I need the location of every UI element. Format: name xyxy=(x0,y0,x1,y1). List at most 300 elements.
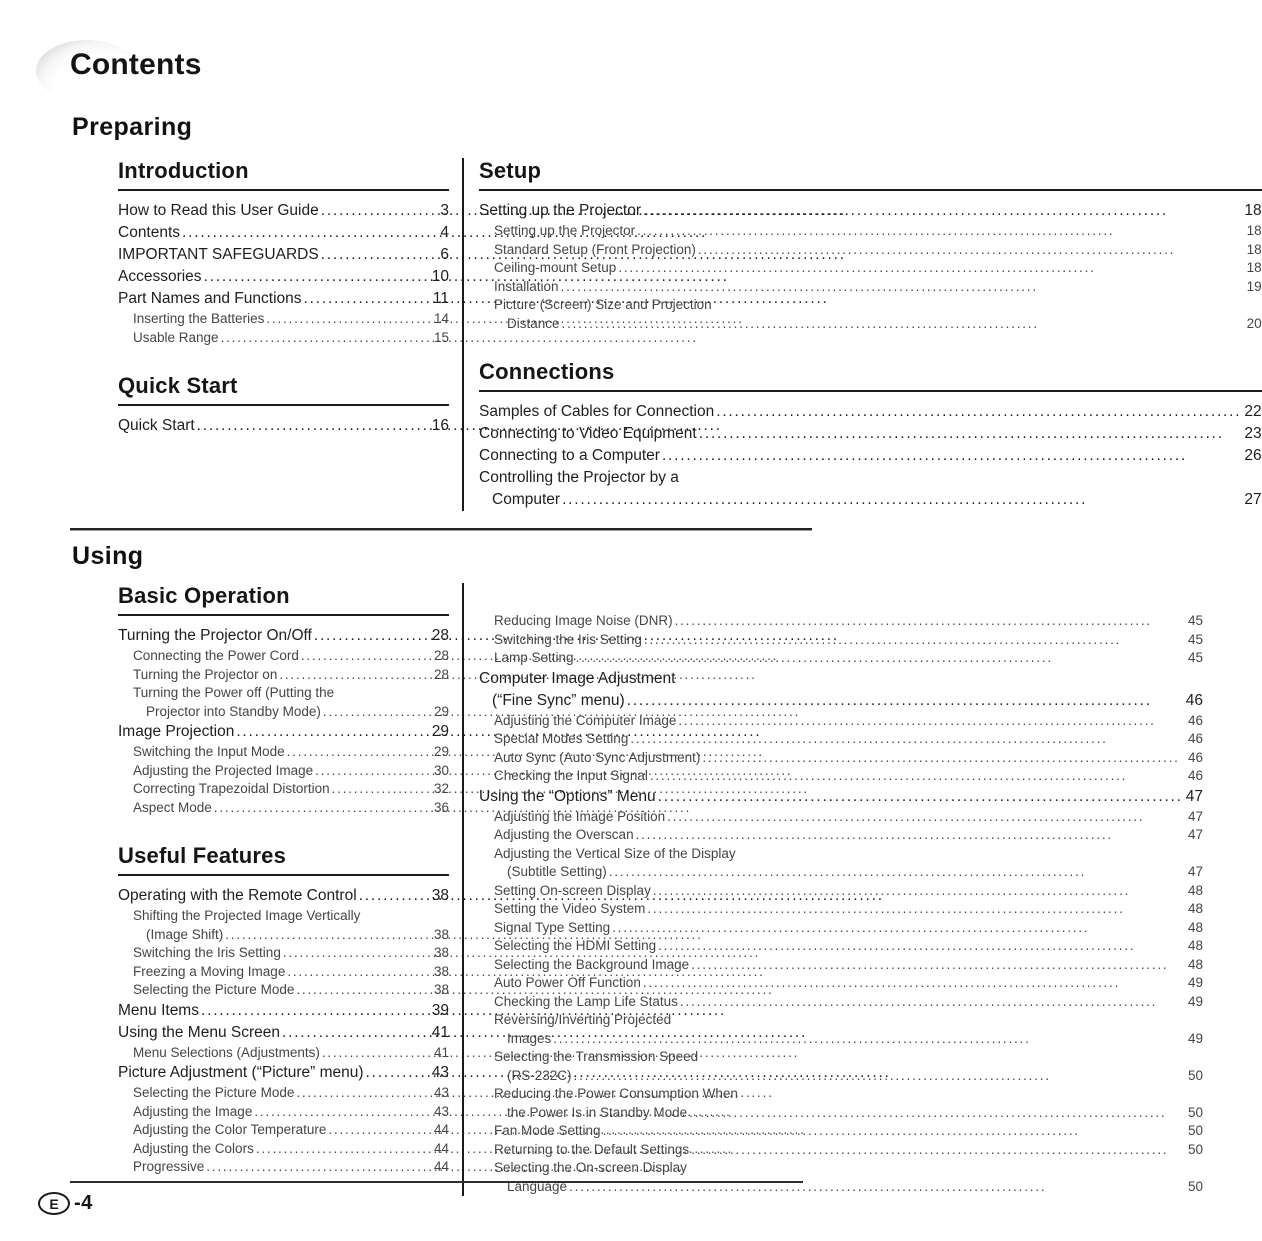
page-number: 29 xyxy=(433,703,449,719)
entry-text: Computer xyxy=(492,491,561,508)
toc-entry-line xyxy=(133,799,449,818)
toc-entry xyxy=(118,1062,449,1084)
entry-text: Connecting to Video Equipment xyxy=(479,425,697,442)
toc-entry-line xyxy=(494,937,1203,956)
dot-leader xyxy=(612,919,1185,938)
page-number: 50 xyxy=(1187,1123,1204,1138)
toc-entry xyxy=(133,1084,449,1103)
entry-text: (Subtitle Setting) xyxy=(507,864,607,879)
toc-entry xyxy=(494,612,1203,631)
dot-leader xyxy=(214,799,431,818)
dot-leader xyxy=(691,1141,1185,1160)
page-number: 44 xyxy=(433,1140,449,1156)
page-number: 38 xyxy=(433,982,449,997)
toc-entry xyxy=(133,907,449,944)
page-number: 38 xyxy=(433,926,449,942)
toc-entry-line xyxy=(479,690,1203,712)
toc-entry-line xyxy=(133,647,449,666)
dot-leader xyxy=(282,1022,429,1044)
entry-text: Ceiling-mount Setup xyxy=(494,260,617,275)
dot-leader xyxy=(667,808,1185,827)
dot-leader xyxy=(328,1121,431,1140)
toc-entry xyxy=(133,1044,449,1063)
entry-text: Projector into Standby Mode) xyxy=(146,703,321,719)
toc-entry-line xyxy=(494,649,1203,668)
entry-text: Switching the Iris Setting xyxy=(494,631,642,647)
dot-leader xyxy=(204,266,429,288)
toc-entry-line xyxy=(133,981,449,1000)
toc-entry-line xyxy=(479,423,1262,445)
toc-entry xyxy=(118,625,449,647)
page-number: 46 xyxy=(1187,712,1204,728)
toc-entry xyxy=(494,1141,1203,1160)
toc-entry xyxy=(118,1022,449,1044)
toc-entry xyxy=(494,767,1203,786)
toc-column xyxy=(72,158,462,511)
page-number: 30 xyxy=(433,762,449,778)
toc-entry-line xyxy=(494,993,1203,1012)
page-number: 38 xyxy=(433,963,449,979)
toc-entry xyxy=(494,222,1262,241)
entry-text: Freezing a Moving Image xyxy=(133,963,286,979)
page-number: 38 xyxy=(431,887,449,904)
toc-entry-line: Selecting the On-screen Display xyxy=(494,1160,687,1175)
toc-entry xyxy=(133,310,449,329)
toc-column xyxy=(462,158,1262,511)
dot-leader xyxy=(603,1122,1185,1141)
toc-entry-line xyxy=(118,625,449,647)
toc-entry xyxy=(133,1121,449,1140)
dot-leader xyxy=(296,981,431,1000)
toc-entry-line xyxy=(479,489,1262,511)
toc-entry xyxy=(494,1048,1203,1085)
toc-entry-line xyxy=(494,956,1203,975)
dot-leader xyxy=(643,974,1185,993)
toc-entry-line xyxy=(494,730,1203,749)
dot-leader xyxy=(201,1000,429,1022)
page-number: 47 xyxy=(1187,808,1204,824)
dot-leader xyxy=(637,222,1244,241)
toc-section-setup xyxy=(479,158,1262,333)
page-number: 10 xyxy=(431,268,449,285)
page-number: 32 xyxy=(433,781,449,796)
page-number: 46 xyxy=(1185,691,1204,709)
section-title: Basic Operation xyxy=(118,583,449,616)
dot-leader xyxy=(283,944,431,963)
toc-entry-line xyxy=(118,885,449,907)
toc-entry-line xyxy=(494,241,1262,260)
dot-leader xyxy=(366,1062,429,1084)
toc-entry xyxy=(494,278,1262,297)
dot-leader xyxy=(236,721,428,743)
entry-text: Part Names and Functions xyxy=(118,290,302,307)
edition-oval-badge: E xyxy=(38,1192,70,1215)
dot-leader xyxy=(680,993,1185,1012)
part-title: Preparing xyxy=(72,113,193,141)
entry-text: Selecting the Background Image xyxy=(494,956,690,972)
toc-entry-line xyxy=(494,1067,1203,1086)
dot-leader xyxy=(716,401,1241,423)
section-title: Connections xyxy=(479,359,1262,392)
entry-text: Auto Sync (Auto Sync Adjustment) xyxy=(494,749,701,765)
toc-entry xyxy=(494,296,1262,333)
footer-page-number: -4 xyxy=(74,1192,93,1214)
dot-leader xyxy=(689,1104,1185,1123)
dot-leader xyxy=(322,1044,431,1063)
toc-entry-line xyxy=(133,963,449,982)
dot-leader xyxy=(678,712,1185,731)
toc-entry-line xyxy=(494,1122,1203,1141)
toc-entry xyxy=(479,423,1262,445)
toc-entry-line xyxy=(118,1062,449,1084)
dot-leader xyxy=(225,926,431,945)
toc-entry xyxy=(494,808,1203,827)
dot-leader xyxy=(636,826,1185,845)
entry-text: Adjusting the Image xyxy=(133,1103,253,1119)
dot-leader xyxy=(221,329,431,348)
entry-text: Adjusting the Color Temperature xyxy=(133,1122,327,1137)
page-number: 50 xyxy=(1187,1067,1204,1083)
toc-entry-line xyxy=(118,721,449,743)
dot-leader xyxy=(266,310,431,329)
page-number: 44 xyxy=(433,1122,449,1137)
dot-leader xyxy=(321,200,438,222)
dot-leader xyxy=(609,863,1185,882)
toc-entry-line: Computer Image Adjustment xyxy=(479,669,676,687)
toc-columns xyxy=(72,158,1262,511)
toc-entry xyxy=(494,1011,1203,1048)
toc-entry-line xyxy=(118,1000,449,1022)
toc-entry-line xyxy=(494,900,1203,919)
toc-section-connections xyxy=(479,359,1262,511)
toc-entry-line xyxy=(479,200,1262,222)
dot-leader xyxy=(256,1140,431,1159)
toc-entry xyxy=(479,200,1262,222)
page-number: 36 xyxy=(433,799,449,815)
toc-entry xyxy=(133,743,449,762)
dot-leader xyxy=(698,241,1244,260)
page-number: 43 xyxy=(433,1085,449,1100)
page-number: 23 xyxy=(1244,425,1262,442)
entry-text: Adjusting the Image Position xyxy=(494,808,666,824)
toc-entry-line xyxy=(133,1103,449,1122)
entry-text: Switching the Input Mode xyxy=(133,744,285,759)
toc-entry-line xyxy=(494,826,1203,845)
entry-text: How to Read this User Guide xyxy=(118,202,319,219)
toc-section xyxy=(479,612,1203,1196)
dot-leader xyxy=(644,631,1185,650)
toc-entry-line xyxy=(133,1140,449,1159)
entry-text: (RS-232C) xyxy=(507,1067,572,1083)
toc-entry xyxy=(118,721,449,743)
page-number: 20 xyxy=(1246,315,1262,331)
toc-column xyxy=(72,583,462,1196)
section-title: Setup xyxy=(479,158,1262,191)
toc-entry-line xyxy=(118,266,449,288)
toc-entry-line xyxy=(133,1084,449,1103)
toc-entry xyxy=(479,668,1203,712)
page-number: 6 xyxy=(440,246,449,263)
page-number: 50 xyxy=(1187,1178,1204,1194)
page-number: 26 xyxy=(1244,447,1262,464)
dot-leader xyxy=(653,882,1185,901)
toc-columns xyxy=(72,583,1204,1196)
toc-entry-line xyxy=(494,1030,1203,1049)
page-number: 18 xyxy=(1246,260,1262,275)
entry-text: Distance xyxy=(507,315,560,331)
page-number: 43 xyxy=(433,1103,449,1119)
dot-leader xyxy=(658,786,1183,808)
dot-leader xyxy=(702,749,1185,768)
toc-entry xyxy=(133,684,449,721)
page-number: 46 xyxy=(1187,731,1204,746)
toc-entry xyxy=(494,956,1203,975)
dot-leader xyxy=(287,743,431,762)
toc-entry xyxy=(479,467,1262,511)
part-divider-rule xyxy=(70,528,812,531)
toc-entry-line: Adjusting the Vertical Size of the Display xyxy=(494,845,736,861)
page-number: 48 xyxy=(1187,919,1204,935)
page-title: Contents xyxy=(70,48,202,81)
entry-text: Language xyxy=(507,1178,568,1194)
page-number: 18 xyxy=(1246,223,1262,238)
entry-text: Samples of Cables for Connection xyxy=(479,403,715,420)
dot-leader xyxy=(576,649,1185,668)
toc-entry xyxy=(118,415,449,437)
page-number: 16 xyxy=(431,417,449,434)
entry-text: Usable Range xyxy=(133,329,219,345)
page-number: 28 xyxy=(431,627,449,644)
entry-text: Returning to the Default Settings xyxy=(494,1141,690,1157)
entry-text: Lamp Setting xyxy=(494,650,574,665)
page-number: 18 xyxy=(1244,202,1262,219)
page-number: 48 xyxy=(1187,956,1204,972)
entry-text: the Power Is in Standby Mode xyxy=(507,1104,688,1120)
page-number: 46 xyxy=(1187,768,1204,783)
entry-text: Installation xyxy=(494,278,559,294)
toc-entry-line xyxy=(133,329,449,348)
entry-text: Menu Selections (Adjustments) xyxy=(133,1044,320,1060)
toc-entry xyxy=(133,1103,449,1122)
toc-entry-line xyxy=(479,401,1262,423)
toc-entry-line xyxy=(494,631,1203,650)
entry-text: Adjusting the Projected Image xyxy=(133,762,314,778)
dot-leader xyxy=(699,423,1242,445)
entry-text: IMPORTANT SAFEGUARDS xyxy=(118,246,319,263)
entry-text: Turning the Projector On/Off xyxy=(118,627,312,644)
toc-entry-line xyxy=(494,222,1262,241)
dot-leader xyxy=(553,1030,1185,1049)
toc-entry xyxy=(494,826,1203,845)
toc-entry xyxy=(133,329,449,348)
toc-entry xyxy=(494,712,1203,731)
page-number: 47 xyxy=(1187,864,1204,879)
toc-entry-line xyxy=(494,882,1203,901)
dot-leader xyxy=(630,730,1185,749)
entry-text: Switching the Iris Setting xyxy=(133,945,281,960)
dot-leader xyxy=(647,900,1185,919)
page-number: 45 xyxy=(1187,613,1204,628)
page-number: 4 xyxy=(440,224,449,241)
entry-text: Auto Power Off Function xyxy=(494,975,641,990)
page-number: 48 xyxy=(1187,882,1204,898)
toc-entry-line xyxy=(494,1104,1203,1123)
page-number: 45 xyxy=(1187,650,1204,665)
toc-column xyxy=(462,583,1203,1196)
toc-entry-line xyxy=(494,315,1262,334)
page-number: 50 xyxy=(1187,1104,1204,1120)
toc-entry-line xyxy=(494,919,1203,938)
toc-entry-line xyxy=(494,863,1203,882)
toc-entry-line xyxy=(479,445,1262,467)
dot-leader xyxy=(658,937,1185,956)
dot-leader xyxy=(562,489,1241,511)
toc-entry xyxy=(118,885,449,907)
toc-section-basic-operation xyxy=(118,583,449,817)
toc-entry xyxy=(494,1159,1203,1196)
page-number: 47 xyxy=(1187,827,1204,842)
toc-entry-line xyxy=(133,1158,449,1177)
entry-text: Setting up the Projector xyxy=(479,202,641,219)
entry-text: Progressive xyxy=(133,1159,205,1174)
toc-entry-line xyxy=(494,974,1203,993)
toc-entry-line xyxy=(494,612,1203,631)
toc-entry xyxy=(494,631,1203,650)
toc-entry xyxy=(479,401,1262,423)
page-number: 15 xyxy=(433,329,449,345)
entry-text: Special Modes Setting xyxy=(494,731,629,746)
entry-text: Setting the Video System xyxy=(494,901,646,916)
page-number: 41 xyxy=(433,1044,449,1060)
toc-entry xyxy=(494,1122,1203,1141)
entry-text: Image Projection xyxy=(118,723,235,740)
entry-text: Selecting the Picture Mode xyxy=(133,1085,295,1100)
toc-entry xyxy=(133,647,449,666)
toc-entry xyxy=(494,993,1203,1012)
dot-leader xyxy=(323,703,431,722)
dot-leader xyxy=(304,288,430,310)
page-number: 39 xyxy=(431,1001,449,1019)
dot-leader xyxy=(254,1103,431,1122)
toc-entry xyxy=(133,944,449,963)
page-number: 28 xyxy=(433,666,449,682)
page-number: 47 xyxy=(1185,787,1204,805)
entry-text: Checking the Input Signal xyxy=(494,768,648,783)
toc-entry-line xyxy=(133,762,449,781)
page-number: 49 xyxy=(1187,1030,1204,1046)
entry-text: Reducing Image Noise (DNR) xyxy=(494,613,673,628)
page-number: 41 xyxy=(431,1023,449,1041)
footer-rule xyxy=(70,1181,803,1183)
toc-entry-line xyxy=(118,1022,449,1044)
toc-entry-line xyxy=(494,749,1203,768)
page-number: 28 xyxy=(433,648,449,663)
dot-leader xyxy=(206,1158,431,1177)
toc-entry-line xyxy=(479,786,1203,808)
toc-section-quick-start xyxy=(118,373,449,437)
dot-leader xyxy=(301,647,431,666)
dot-leader xyxy=(691,956,1185,975)
dot-leader xyxy=(182,222,437,244)
toc-entry-line xyxy=(118,288,449,310)
toc-entry-line xyxy=(494,808,1203,827)
dot-leader xyxy=(287,963,431,982)
entry-text: (Image Shift) xyxy=(146,926,224,942)
toc-entry xyxy=(133,799,449,818)
dot-leader xyxy=(662,445,1241,467)
toc-entry xyxy=(133,780,449,799)
toc-entry xyxy=(133,762,449,781)
section-title: Quick Start xyxy=(118,373,449,406)
dot-leader xyxy=(627,690,1183,712)
toc-entry-line xyxy=(133,926,449,945)
toc-entry xyxy=(494,1085,1203,1122)
footer-mark xyxy=(38,1192,93,1215)
toc-entry xyxy=(494,241,1262,260)
section-title: Useful Features xyxy=(118,843,449,876)
toc-entry xyxy=(118,1000,449,1022)
toc-entry-line: Reducing the Power Consumption When xyxy=(494,1086,738,1101)
toc-entry xyxy=(118,244,449,266)
dot-leader xyxy=(359,885,429,907)
toc-entry xyxy=(133,981,449,1000)
entry-text: Aspect Mode xyxy=(133,799,212,815)
toc-entry xyxy=(479,786,1203,808)
page-number: 38 xyxy=(433,945,449,960)
page-number: 29 xyxy=(431,723,449,740)
toc-entry-line xyxy=(494,1141,1203,1160)
entry-text: Menu Items xyxy=(118,1001,199,1019)
toc-entry xyxy=(494,974,1203,993)
toc-entry-line xyxy=(133,703,449,722)
toc-entry xyxy=(494,937,1203,956)
page-number: 29 xyxy=(433,744,449,759)
dot-leader xyxy=(296,1084,431,1103)
toc-entry-line: Shifting the Projected Image Vertically xyxy=(133,908,361,923)
page-number: 27 xyxy=(1244,491,1262,508)
entry-text: Setting On-screen Display xyxy=(494,882,651,898)
toc-entry-line xyxy=(133,944,449,963)
dot-leader xyxy=(675,612,1185,631)
entry-text: Connecting the Power Cord xyxy=(133,648,299,663)
page-number: 48 xyxy=(1187,901,1204,916)
toc-entry xyxy=(494,259,1262,278)
toc-entry xyxy=(494,900,1203,919)
page-number: 44 xyxy=(433,1159,449,1174)
page-number: 3 xyxy=(440,202,449,219)
page-number: 19 xyxy=(1246,278,1262,294)
toc-entry-line xyxy=(494,767,1203,786)
toc-entry xyxy=(494,882,1203,901)
dot-leader xyxy=(650,767,1185,786)
toc-entry xyxy=(494,649,1203,668)
entry-text: Using the “Options” Menu xyxy=(479,787,656,805)
dot-leader xyxy=(643,200,1241,222)
entry-text: Selecting the Picture Mode xyxy=(133,982,295,997)
toc-entry-line: Picture (Screen) Size and Projection xyxy=(494,297,712,312)
entry-text: Accessories xyxy=(118,268,202,285)
dot-leader xyxy=(279,666,431,685)
page-number: 14 xyxy=(433,311,449,326)
entry-text: Contents xyxy=(118,224,181,241)
toc-entry-line xyxy=(133,666,449,685)
entry-text: Inserting the Batteries xyxy=(133,311,265,326)
page-number: 43 xyxy=(431,1064,449,1081)
part-title: Using xyxy=(72,542,144,570)
page-number: 49 xyxy=(1187,993,1204,1009)
dot-leader xyxy=(562,315,1244,334)
toc-entry-line xyxy=(133,780,449,799)
